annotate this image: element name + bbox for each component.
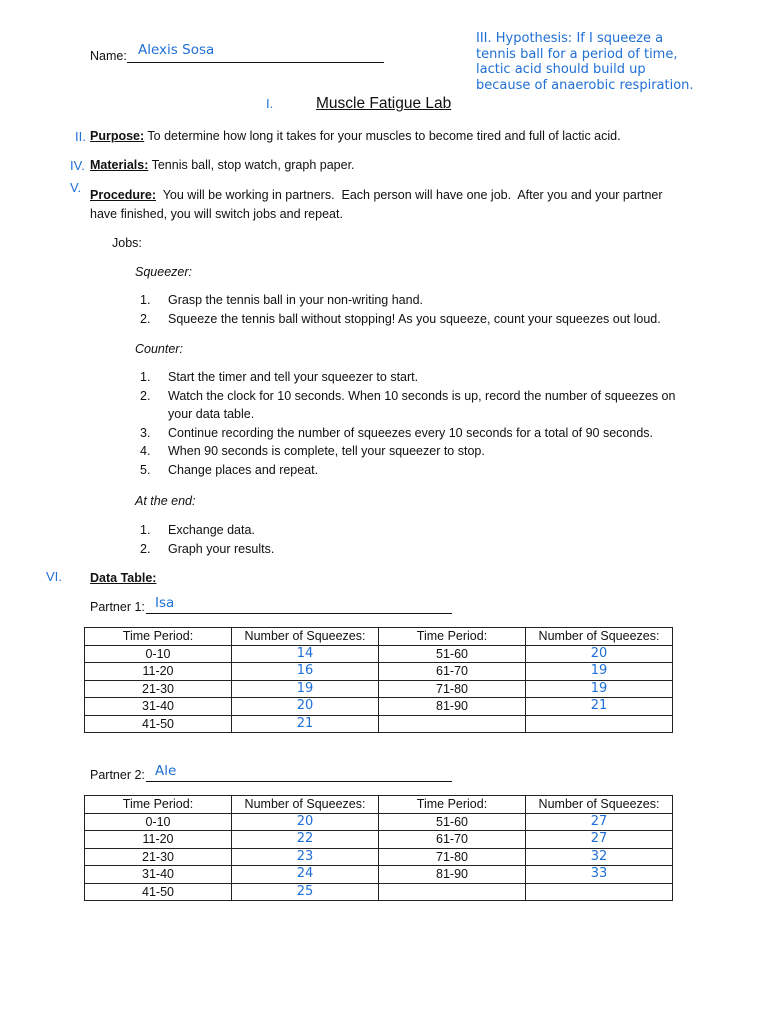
squeeze-cell: 20 [232, 813, 379, 831]
squeeze-cell: 22 [232, 831, 379, 849]
time-cell: 31-40 [85, 698, 232, 716]
procedure-label: Procedure: [90, 188, 156, 202]
table-header-row [85, 628, 673, 646]
squeeze-cell: 32 [526, 848, 673, 866]
squeeze-cell: 27 [526, 831, 673, 849]
squeeze-cell: 14 [232, 645, 379, 663]
table-row [85, 831, 673, 849]
header-cell: Time Period: [85, 628, 232, 646]
table-row [85, 883, 673, 901]
squeeze-cell: 16 [232, 663, 379, 681]
table-header-row [85, 796, 673, 814]
time-cell: 11-20 [85, 663, 232, 681]
procedure-text-1: You will be working in partners. Each person will have one job. After you and your partner [156, 188, 663, 202]
time-cell: 81-90 [379, 698, 526, 716]
partner1-label: Partner 1: [90, 600, 145, 614]
list-item: 1. Start the timer and tell your squeezer to start. [140, 370, 419, 384]
procedure-text-2: have finished, you will switch jobs and repeat. [90, 207, 343, 221]
squeeze-cell: 21 [526, 698, 673, 716]
header-cell: Time Period: [85, 796, 232, 814]
materials-numeral: IV. [70, 158, 85, 173]
squeeze-cell: 19 [232, 680, 379, 698]
materials-section [90, 157, 355, 173]
counter-steps [140, 368, 700, 479]
squeezer-label: Squeezer: [135, 265, 192, 279]
name-label: Name: [90, 49, 127, 63]
time-cell: 0-10 [85, 813, 232, 831]
time-cell: 61-70 [379, 831, 526, 849]
partner2-table [84, 795, 673, 901]
squeeze-cell: 19 [526, 663, 673, 681]
title-numeral: I. [266, 96, 274, 111]
header-cell: Number of Squeezes: [526, 796, 673, 814]
time-cell: 11-20 [85, 831, 232, 849]
squeeze-cell [526, 883, 673, 901]
squeezer-steps [140, 291, 700, 328]
list-item: 1. Grasp the tennis ball in your non-writing hand. [140, 293, 424, 307]
table-row [85, 645, 673, 663]
squeeze-cell: 20 [232, 698, 379, 716]
purpose-label: Purpose: [90, 129, 145, 143]
counter-label: Counter: [135, 342, 183, 356]
header-cell: Number of Squeezes: [526, 628, 673, 646]
table-row [85, 866, 673, 884]
data-table-label: Data Table: [90, 571, 157, 585]
list-item: 1. Exchange data. [140, 523, 255, 537]
name-value: Alexis Sosa [138, 42, 215, 58]
time-cell [379, 715, 526, 733]
materials-label: Materials: [90, 158, 149, 172]
partner1-underline [146, 613, 452, 614]
end-label: At the end: [135, 494, 196, 508]
time-cell: 71-80 [379, 680, 526, 698]
procedure-numeral: V. [70, 180, 82, 195]
list-item: 5. Change places and repeat. [140, 462, 319, 477]
time-cell: 71-80 [379, 848, 526, 866]
time-cell: 51-60 [379, 645, 526, 663]
table-row [85, 698, 673, 716]
time-cell [379, 883, 526, 901]
time-cell: 21-30 [85, 680, 232, 698]
page-title: Muscle Fatigue Lab [316, 95, 452, 112]
purpose-text: To determine how long it takes for your muscles to become tired and full of lactic acid. [144, 129, 621, 143]
table-row [85, 715, 673, 733]
list-item: 4. When 90 seconds is complete, tell your squeezer to stop. [140, 444, 485, 458]
end-steps [140, 521, 700, 558]
hypothesis-text: III. Hypothesis: If I squeeze a tennis ball for a period of time, lactic acid should build up because of anaerobic respiration. [476, 31, 694, 93]
partner2-name: Ale [155, 763, 177, 779]
table-row [85, 663, 673, 681]
table-row [85, 680, 673, 698]
partner1-name: Isa [155, 595, 175, 611]
time-cell: 31-40 [85, 866, 232, 884]
time-cell: 0-10 [85, 645, 232, 663]
header-cell: Time Period: [379, 628, 526, 646]
squeeze-cell: 27 [526, 813, 673, 831]
table-row [85, 813, 673, 831]
time-cell: 41-50 [85, 883, 232, 901]
list-item: 2. Squeeze the tennis ball without stopping! As you squeeze, count your squeezes out loud. [140, 311, 661, 326]
header-cell: Number of Squeezes: [232, 796, 379, 814]
partner2-label: Partner 2: [90, 768, 145, 782]
header-cell: Number of Squeezes: [232, 628, 379, 646]
purpose-section [90, 128, 621, 144]
squeeze-cell: 19 [526, 680, 673, 698]
squeeze-cell [526, 715, 673, 733]
time-cell: 51-60 [379, 813, 526, 831]
time-cell: 61-70 [379, 663, 526, 681]
jobs-label: Jobs: [112, 236, 142, 250]
time-cell: 21-30 [85, 848, 232, 866]
data-table-numeral: VI. [46, 569, 62, 584]
list-item: 2. Watch the clock for 10 seconds. When 10 seconds is up, record the number of squeezes on your data table. [140, 388, 676, 421]
time-cell: 81-90 [379, 866, 526, 884]
header-cell: Time Period: [379, 796, 526, 814]
materials-text: Tennis ball, stop watch, graph paper. [148, 158, 355, 172]
squeeze-cell: 23 [232, 848, 379, 866]
squeeze-cell: 21 [232, 715, 379, 733]
squeeze-cell: 25 [232, 883, 379, 901]
squeeze-cell: 24 [232, 866, 379, 884]
time-cell: 41-50 [85, 715, 232, 733]
list-item: 3. Continue recording the number of squeezes every 10 seconds for a total of 90 seconds. [140, 425, 654, 440]
list-item: 2. Graph your results. [140, 541, 275, 556]
name-underline [127, 62, 384, 63]
squeeze-cell: 33 [526, 866, 673, 884]
procedure-line1 [90, 187, 663, 203]
squeeze-cell: 20 [526, 645, 673, 663]
purpose-numeral: II. [75, 129, 86, 144]
table-row [85, 848, 673, 866]
partner2-underline [146, 781, 452, 782]
partner1-table [84, 627, 673, 733]
